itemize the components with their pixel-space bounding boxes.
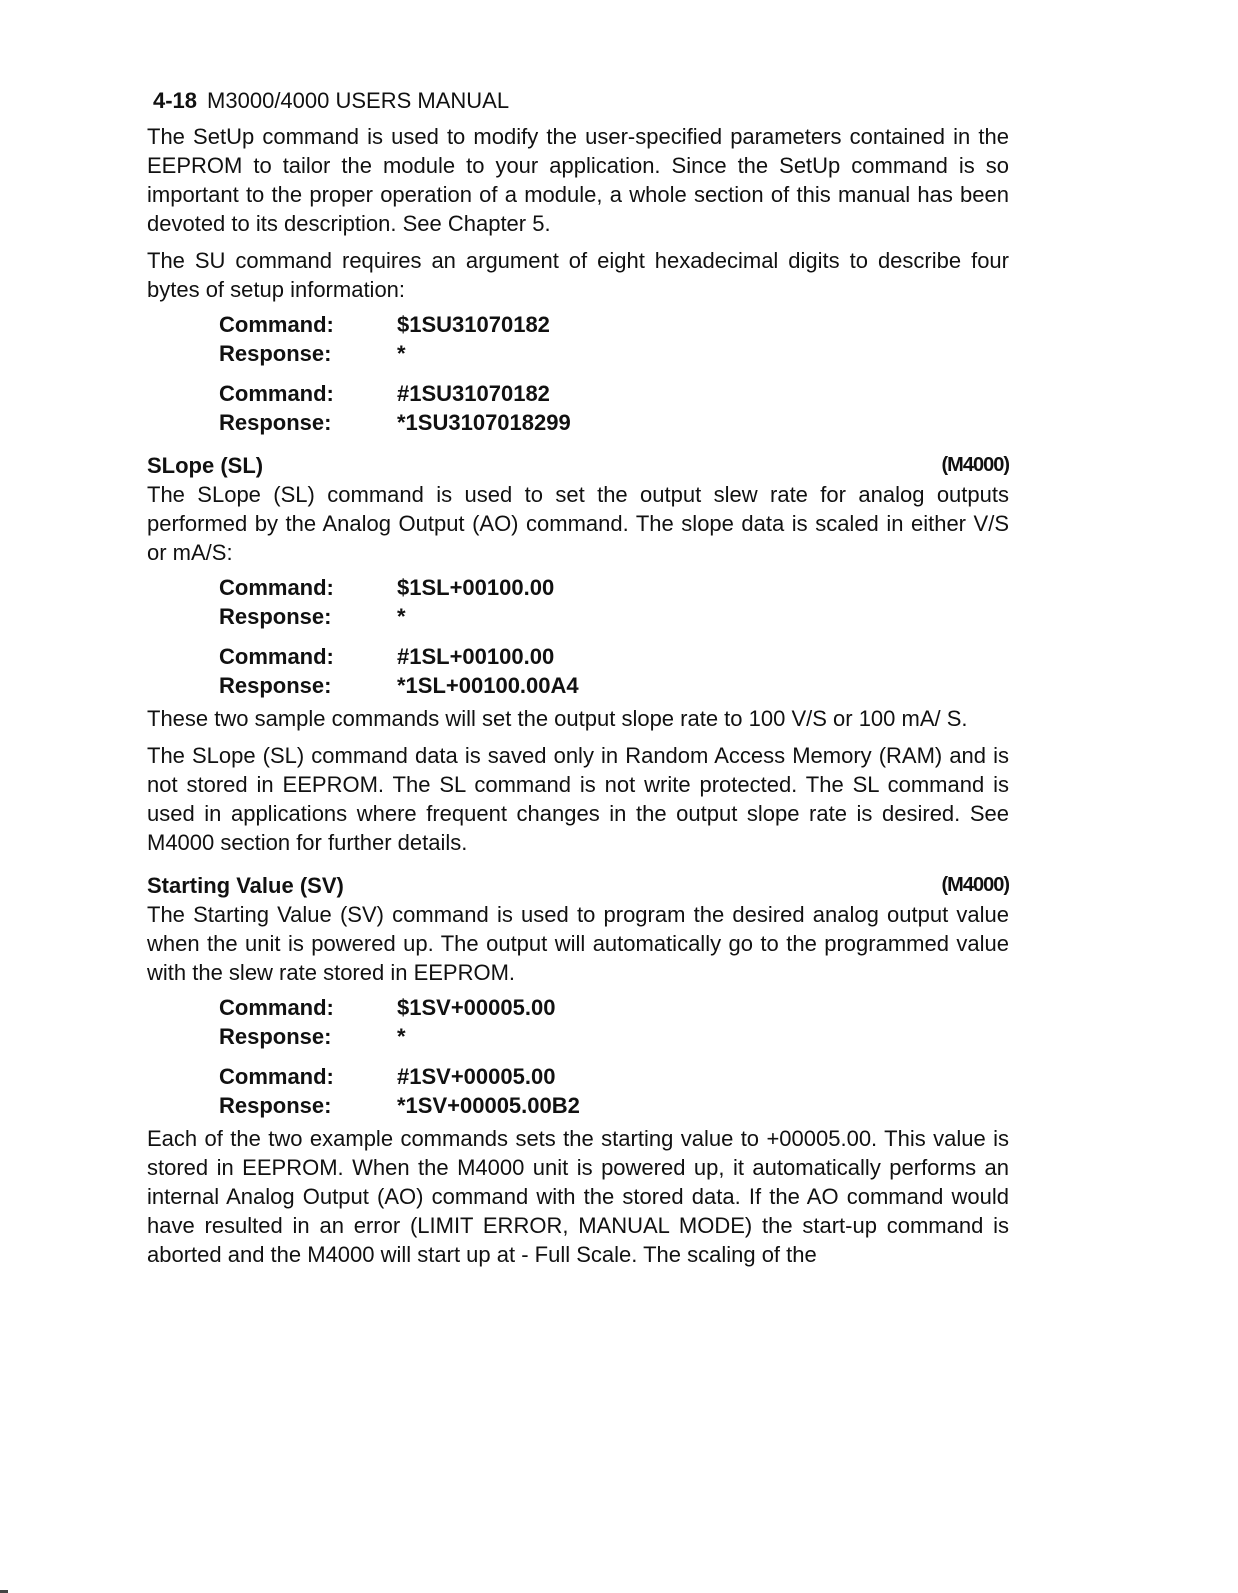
response-text: *: [397, 1024, 406, 1049]
slope-sample-paragraph: These two sample commands will set the output slope rate to 100 V/S or 100 mA/ S.: [147, 706, 968, 731]
command-text: $1SL+00100.00: [397, 575, 555, 600]
command-text: $1SV+00005.00: [397, 995, 556, 1020]
command-label: Command:: [219, 575, 334, 600]
response-label: Response:: [219, 673, 332, 698]
page-header: [153, 86, 1009, 116]
command-text: #1SV+00005.00: [397, 1064, 556, 1089]
response-text: *1SL+00100.00A4: [397, 673, 579, 698]
command-text: #1SU31070182: [397, 381, 550, 406]
sv-examples: [219, 993, 1009, 1120]
model-tag: (M4000): [941, 874, 1009, 896]
response-text: *: [397, 341, 406, 366]
sl-examples: [219, 573, 1009, 700]
command-text: $1SU31070182: [397, 312, 550, 337]
section-heading-starting-value: [147, 871, 1009, 900]
response-text: *1SV+00005.00B2: [397, 1093, 580, 1118]
manual-title: M3000/4000 USERS MANUAL: [207, 88, 510, 113]
response-label: Response:: [219, 604, 332, 629]
section-title: SLope (SL): [147, 453, 264, 478]
model-tag: (M4000): [941, 454, 1009, 476]
response-label: Response:: [219, 1093, 332, 1118]
example-pair: [219, 573, 1009, 631]
command-label: Command:: [219, 381, 334, 406]
response-label: Response:: [219, 410, 332, 435]
manual-page: [147, 86, 1009, 1269]
response-label: Response:: [219, 1024, 332, 1049]
section-title: Starting Value (SV): [147, 873, 344, 898]
starting-value-explanation: Each of the two example commands sets the starting value to +00005.00. This value is stored in EEPROM. When the M4000 unit is powered up, it automatically performs an internal Analog Output (AO) command with the stored data. If the AO command would have resulted in an error (LIMIT ERROR, MANUAL MODE) the start-up command is aborted and the M4000 will start up at - Full Scale. The scaling of the: [147, 1126, 1009, 1267]
command-label: Command:: [219, 995, 334, 1020]
response-text: *: [397, 604, 406, 629]
su-argument-paragraph: The SU command requires an argument of eight hexadecimal digits to describe four bytes of setup information:: [147, 248, 1009, 302]
example-pair: [219, 379, 1009, 437]
section-heading-slope: [147, 451, 1009, 480]
example-pair: [219, 642, 1009, 700]
slope-description: The SLope (SL) command is used to set the output slew rate for analog outputs performed by the Analog Output (AO) command. The slope data is scaled in either V/S or mA/S:: [147, 482, 1009, 565]
setup-paragraph: The SetUp command is used to modify the user-specified parameters contained in the EEPROM to tailor the module to your application. Since the SetUp command is so important to the proper operation of a module, a whole section of this manual has been devoted to its description. See Chapter 5.: [147, 124, 1009, 236]
command-label: Command:: [219, 1064, 334, 1089]
example-pair: [219, 1062, 1009, 1120]
command-text: #1SL+00100.00: [397, 644, 555, 669]
command-label: Command:: [219, 312, 334, 337]
slope-ram-paragraph: The SLope (SL) command data is saved only in Random Access Memory (RAM) and is not stored in EEPROM. The SL command is not write protected. The SL command is used in applications where frequent changes in the output slope rate is desired. See M4000 section for further details.: [147, 743, 1009, 855]
example-pair: [219, 993, 1009, 1051]
su-examples: [219, 310, 1009, 437]
page-number: 4-18: [153, 88, 198, 113]
example-pair: [219, 310, 1009, 368]
starting-value-description: The Starting Value (SV) command is used to program the desired analog output value when the unit is powered up. The output will automatically go to the programmed value with the slew rate stored in EEPROM.: [147, 902, 1009, 985]
response-text: *1SU3107018299: [397, 410, 571, 435]
response-label: Response:: [219, 341, 332, 366]
command-label: Command:: [219, 644, 334, 669]
